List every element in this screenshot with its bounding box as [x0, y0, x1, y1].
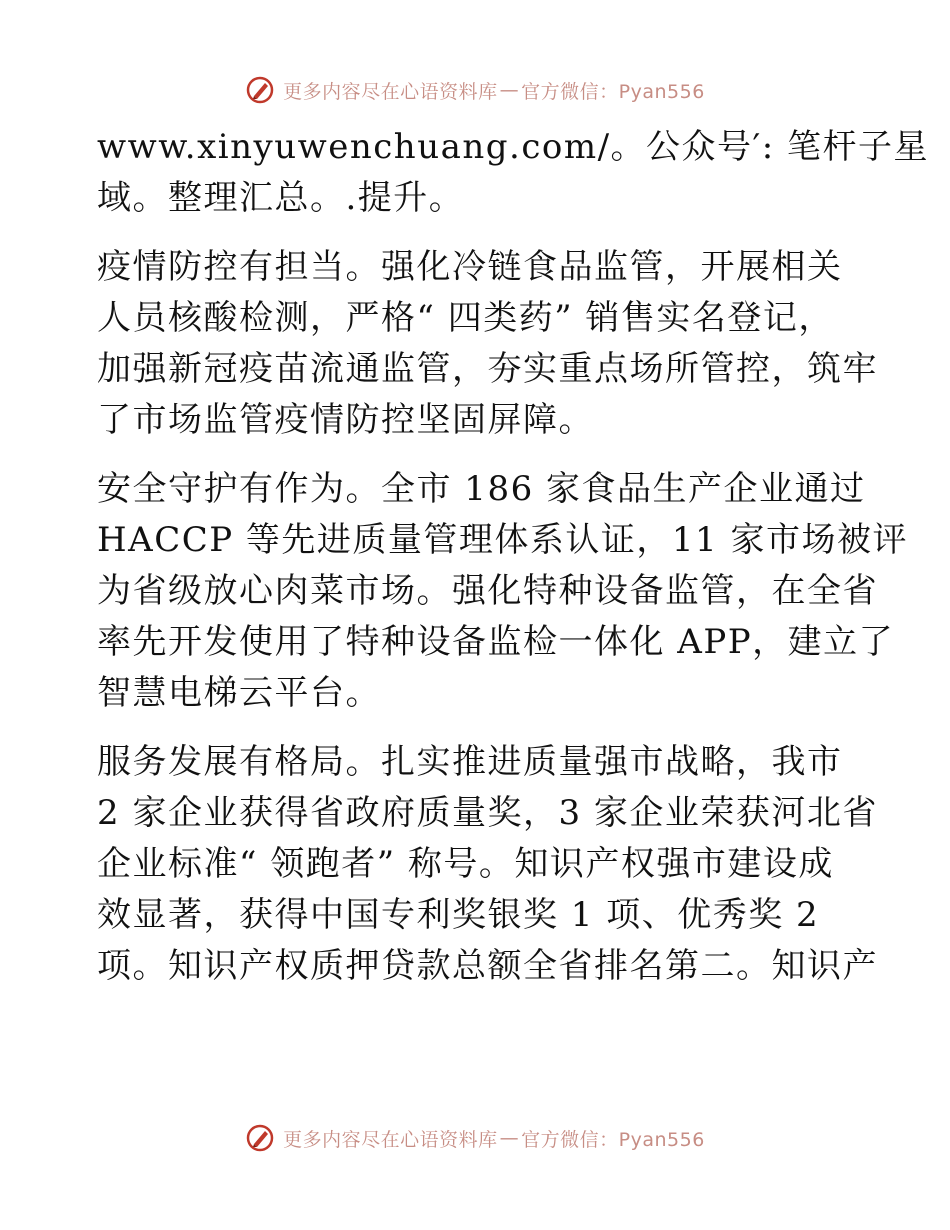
- text-line: 疫情防控有担当。强化冷链食品监管，开展相关: [97, 247, 843, 287]
- text-line: 智慧电梯云平台。: [97, 673, 381, 713]
- paragraph-safety: [97, 464, 908, 719]
- pen-logo-icon: [245, 75, 275, 105]
- banner-right-text: 官方微信：Pyan556: [521, 1128, 705, 1151]
- text-line: www.xinyuwenchuang.com/。公众号′: 笔杆子星: [97, 127, 930, 167]
- paragraph-service-development: [97, 737, 878, 992]
- banner-separator: —: [499, 79, 520, 101]
- footer-watermark-banner: [0, 1118, 950, 1158]
- banner-right-text: 官方微信：Pyan556: [521, 80, 705, 103]
- text-line: 加强新冠疫苗流通监管，夯实重点场所管控，筑牢: [97, 349, 878, 389]
- paragraph-epidemic-control: [97, 242, 878, 446]
- text-line: 效显著，获得中国专利奖银奖 1 项、优秀奖 2: [97, 895, 820, 935]
- pen-logo-icon: [245, 1123, 275, 1153]
- banner-left-text: 更多内容尽在心语资料库: [283, 80, 498, 103]
- text-line: 安全守护有作为。全市 186 家食品生产企业通过: [97, 469, 866, 509]
- text-line: 企业标准“ 领跑者” 称号。知识产权强市建设成: [97, 844, 834, 884]
- document-body: [97, 122, 930, 1010]
- text-line: 项。知识产权质押贷款总额全省排名第二。知识产: [97, 946, 878, 986]
- header-watermark-banner: [0, 70, 950, 110]
- text-line: 服务发展有格局。扎实推进质量强市战略，我市: [97, 742, 843, 782]
- text-line: 域。整理汇总。.提升。: [97, 178, 465, 218]
- paragraph-source: [97, 122, 930, 224]
- text-line: HACCP 等先进质量管理体系认证，11 家市场被评: [97, 520, 908, 560]
- text-line: 了市场监管疫情防控坚固屏障。: [97, 400, 594, 440]
- banner-separator: —: [499, 1127, 520, 1149]
- text-line: 人员核酸检测，严格“ 四类药” 销售实名登记，: [97, 298, 834, 338]
- text-line: 为省级放心肉菜市场。强化特种设备监管，在全省: [97, 571, 878, 611]
- text-line: 2 家企业获得省政府质量奖，3 家企业荣获河北省: [97, 793, 878, 833]
- banner-left-text: 更多内容尽在心语资料库: [283, 1128, 498, 1151]
- text-line: 率先开发使用了特种设备监检一体化 APP，建立了: [97, 622, 895, 662]
